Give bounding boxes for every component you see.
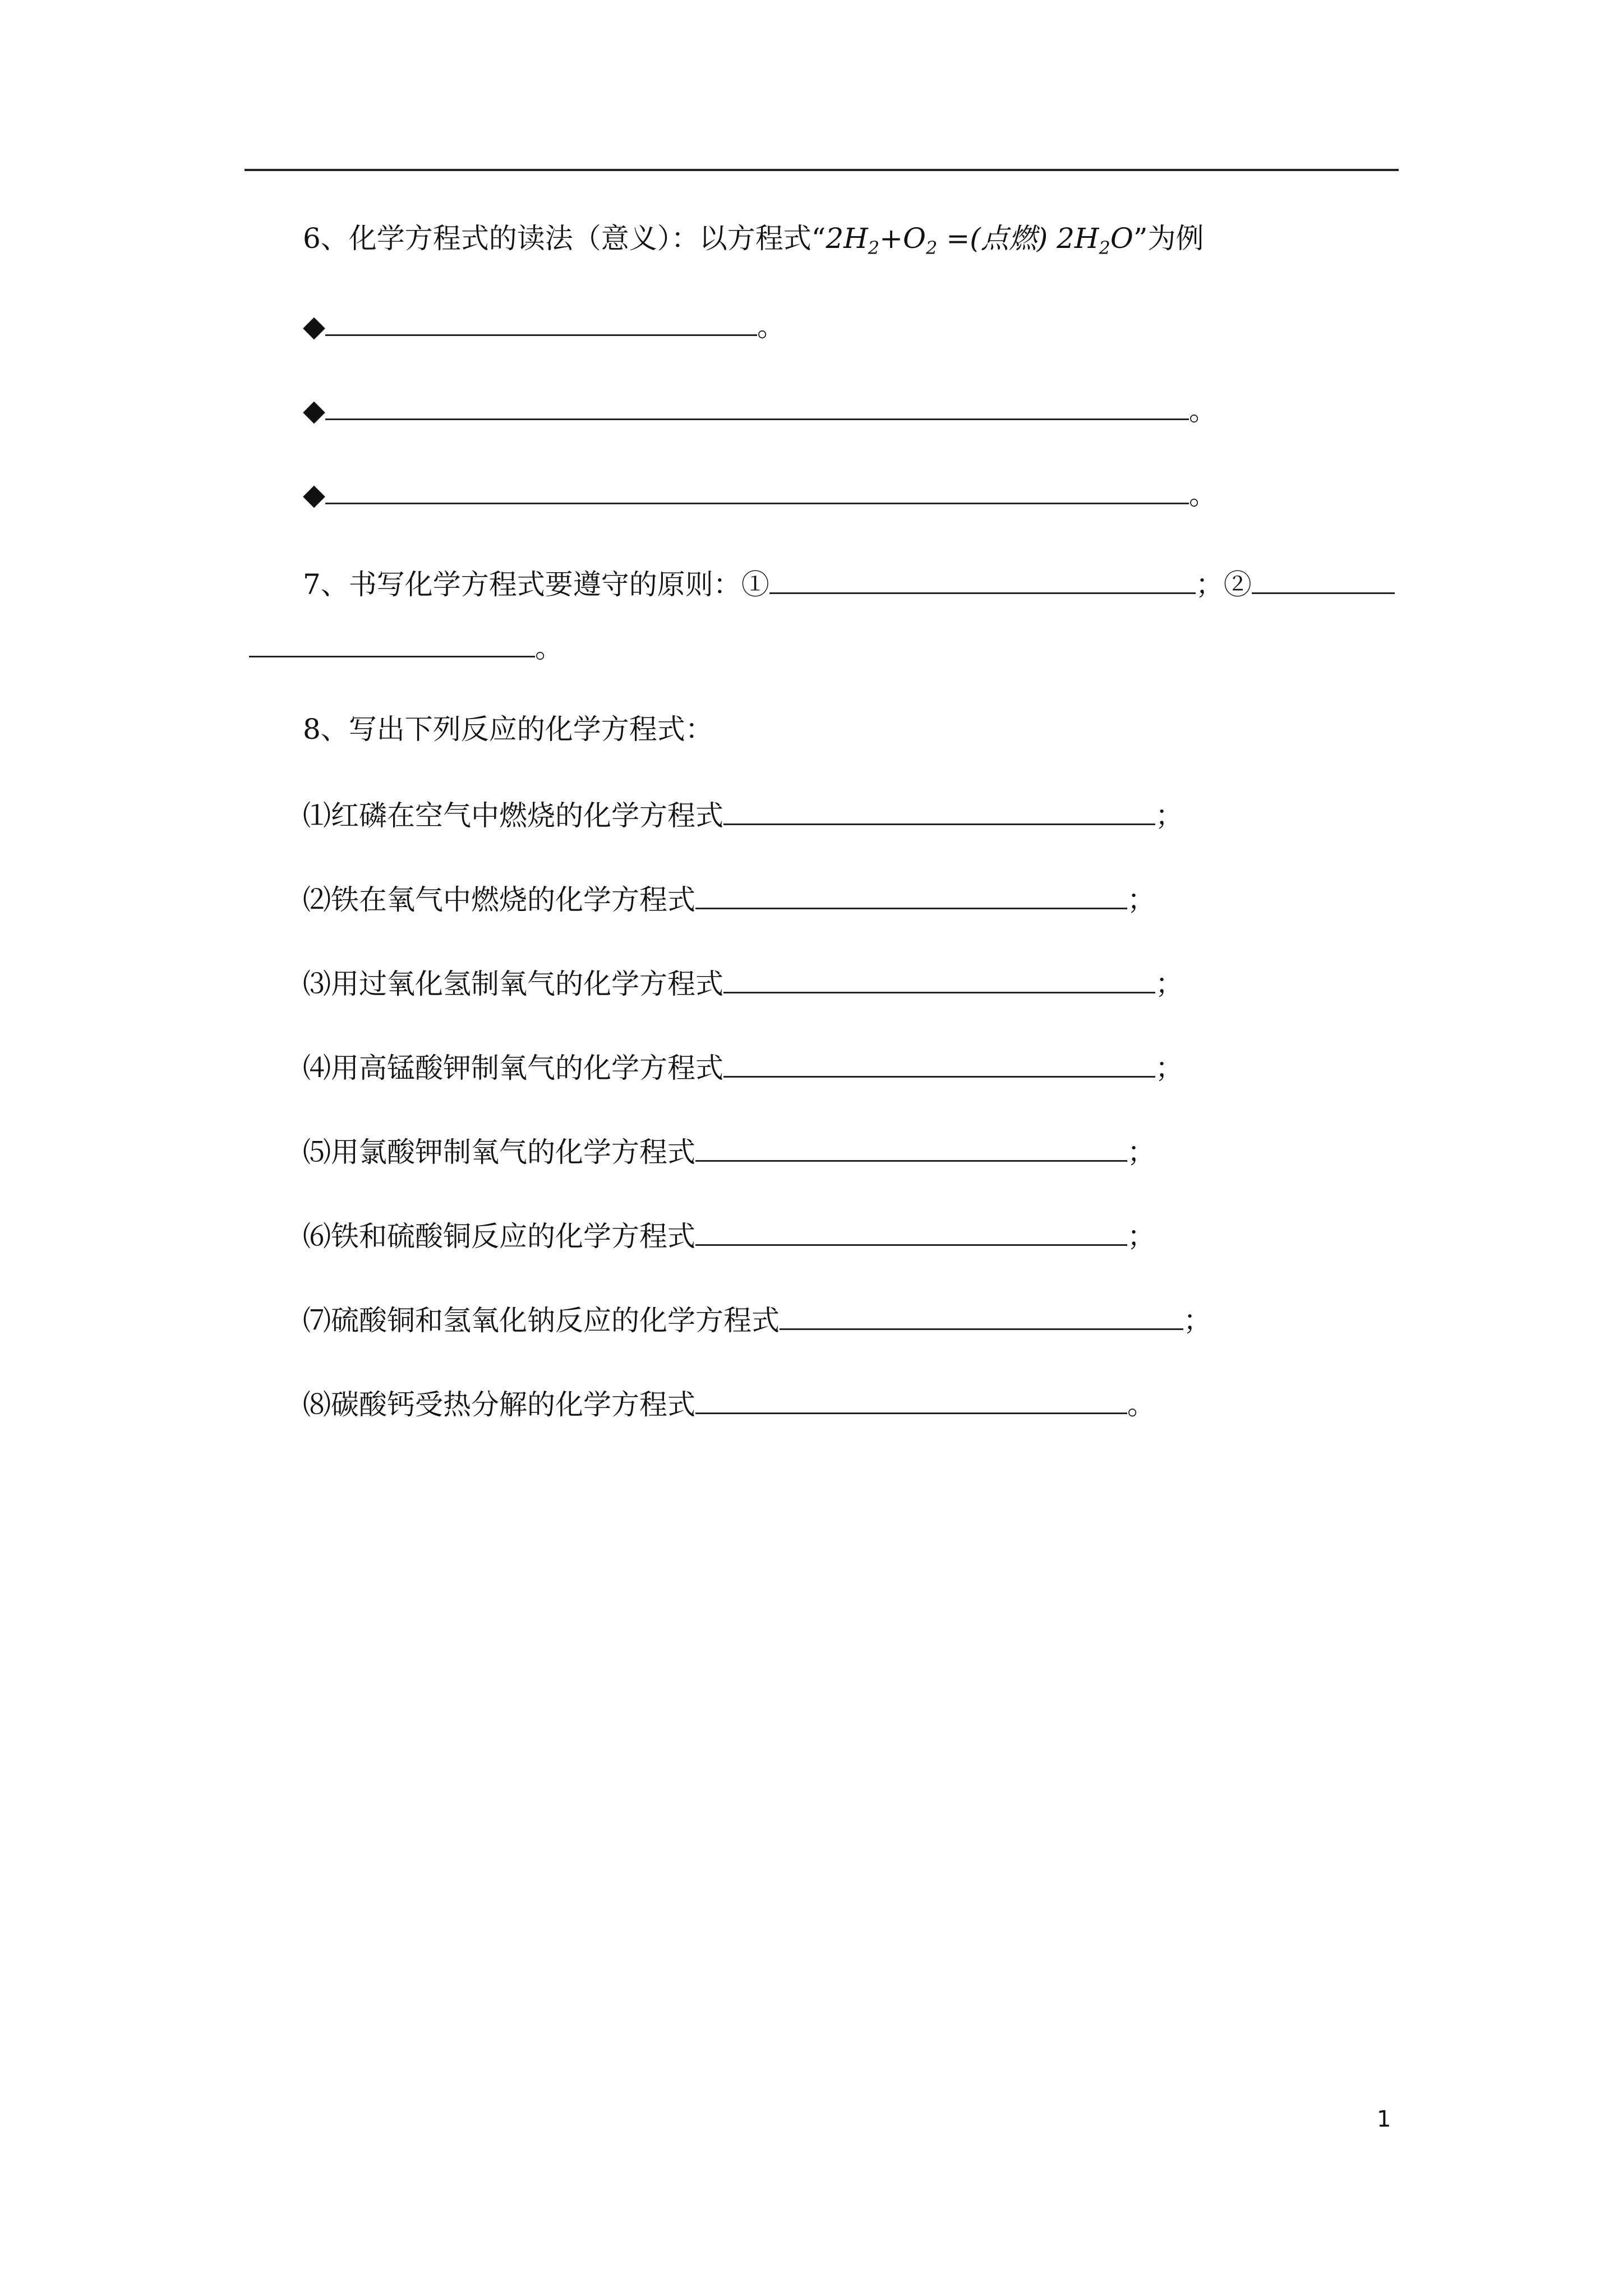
answer-blank[interactable] xyxy=(325,470,1189,504)
diamond-bullet-icon: ◆ xyxy=(303,478,325,512)
q7-heading: 7、书写化学方程式要遵守的原则：① ；② xyxy=(303,560,1395,605)
answer-blank[interactable] xyxy=(723,959,1155,993)
q8-item-7: ⑺硫酸铜和氢氧化钠反应的化学方程式 ； xyxy=(303,1296,1211,1341)
q6-prefix: 6、化学方程式的读法（意义）：以方程式“ xyxy=(303,222,826,255)
answer-blank[interactable] xyxy=(1252,560,1395,594)
diamond-bullet-icon: ◆ xyxy=(303,310,325,343)
q6-blank-line-2: ◆ 。 xyxy=(303,386,1217,431)
q8-title: 8、写出下列反应的化学方程式： xyxy=(303,713,713,746)
answer-blank[interactable] xyxy=(325,386,1189,420)
header-rule xyxy=(245,169,1399,171)
answer-blank[interactable] xyxy=(249,623,535,657)
diamond-bullet-icon: ◆ xyxy=(303,394,325,427)
answer-blank[interactable] xyxy=(769,560,1196,594)
q7-continuation: 。 xyxy=(249,623,563,668)
q8-item-8: ⑻碳酸钙受热分解的化学方程式 。 xyxy=(303,1380,1155,1425)
q6-suffix: ”为例 xyxy=(1133,222,1204,255)
q8-item-4: ⑷用高锰酸钾制氧气的化学方程式 ； xyxy=(303,1043,1183,1088)
q8-item-2: ⑵铁在氧气中燃烧的化学方程式 ； xyxy=(303,875,1155,920)
q8-item-3: ⑶用过氧化氢制氧气的化学方程式 ； xyxy=(303,959,1183,1004)
q6-formula: $2H_2+O_2$ =(点燃) $2H_2O$ xyxy=(826,222,1133,259)
q8-item-6: ⑹铁和硫酸铜反应的化学方程式 ； xyxy=(303,1212,1155,1257)
q6-heading xyxy=(303,216,1204,261)
answer-blank[interactable] xyxy=(695,875,1127,909)
answer-blank[interactable] xyxy=(723,1043,1155,1078)
q6-blank-line-1: ◆ 。 xyxy=(303,302,785,347)
page-number: 1 xyxy=(1377,2106,1391,2132)
answer-blank[interactable] xyxy=(325,302,757,336)
answer-blank[interactable] xyxy=(695,1128,1127,1162)
answer-blank[interactable] xyxy=(695,1212,1127,1246)
q8-item-1: ⑴红磷在空气中燃烧的化学方程式 ； xyxy=(303,791,1183,836)
answer-blank[interactable] xyxy=(780,1296,1183,1330)
q8-item-5: ⑸用氯酸钾制氧气的化学方程式 ； xyxy=(303,1128,1155,1172)
answer-blank[interactable] xyxy=(723,791,1155,825)
answer-blank[interactable] xyxy=(695,1380,1127,1414)
q6-blank-line-3: ◆ 。 xyxy=(303,470,1217,515)
